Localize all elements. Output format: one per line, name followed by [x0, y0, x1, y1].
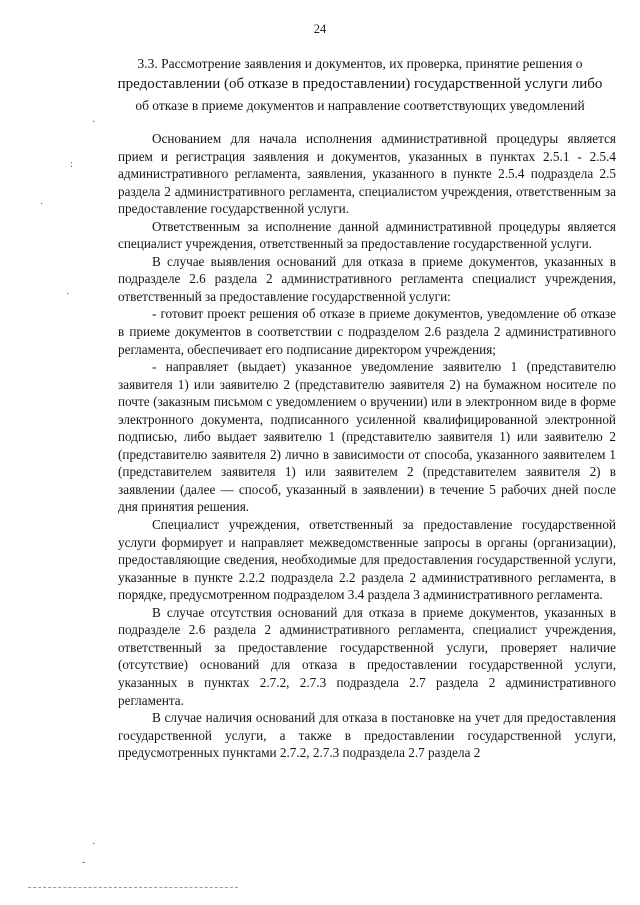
scan-speck: :	[70, 159, 73, 170]
scan-speck: ·	[92, 117, 96, 128]
section-heading-line-3: об отказе в приеме документов и направление соответствующих уведомлений	[135, 98, 585, 113]
paragraph-responsible: Ответственным за исполнение данной административной процедуры является специалист учреждения, ответственный за предоставление государственной услуги.	[118, 218, 616, 252]
scan-bottom-line	[28, 887, 238, 888]
section-heading-line-1: 3.3. Рассмотрение заявления и документов, их проверка, принятие решения о	[137, 56, 583, 71]
section-heading-line-2: предоставлении (об отказе в предоставлении) государственной услуги либо	[117, 76, 603, 92]
paragraph-refusal-grounds: В случае наличия оснований для отказа в постановке на учет для предоставления государственной услуги, а также в предоставлении государственной услуги, предусмотренных пунктами 2.7.2, 2.7.3 подраздела 2.7 раздела 2	[118, 710, 616, 761]
section-heading	[100, 53, 620, 116]
paragraph-interagency-requests: Специалист учреждения, ответственный за предоставление государственной услуги формирует и направляет межведомственные запросы в органы (организации), предоставляющие сведения, необходимые для предоставления государственной услуги, указанные в пункте 2.2.2 подраздела 2.2 раздела 2 административного регламента, в порядке, предусмотренном подразделом 3.4 раздела 3 административного регламента.	[118, 517, 616, 603]
scan-speck: ·	[40, 199, 44, 210]
scan-speck: ·	[92, 839, 96, 850]
scan-speck: -	[82, 857, 86, 868]
paragraph-basis: Основанием для начала исполнения административной процедуры является прием и регистрация заявления и документов, указанных в пунктах 2.5.1 - 2.5.4 административного регламента, заявления, указанного в пункте 2.5.4 подраздела 2.5 раздела 2 административного регламента, специалистом учреждения, ответственным за предоставление государственной услуги.	[118, 131, 616, 217]
page-number: 24	[313, 22, 327, 36]
scan-speck: ·	[66, 289, 70, 300]
list-item-send-notice: - направляет (выдает) указанное уведомление заявителю 1 (представителю заявителя 1) или заявителю 2 (представителю заявителя 2) на бумажном носителе по почте (заказным письмом с уведомлением о вручении) или в электронном виде в форме электронного документа, подписанного усиленной квалифицированной электронной подписью, либо выдает заявителю 1 (представителю заявителя 1) или заявителю 2 (представителю заявителя 2) лично в зависимости от способа, указанного заявителем 1 (представителем заявителя 1) или заявителем 2 (представителем заявителя 2) в заявлении (далее — способ, указанный в заявлении) в течение 5 рабочих дней после дня принятия решения.	[118, 359, 616, 515]
body-text	[118, 130, 616, 762]
paragraph-no-refusal-case: В случае отсутствия оснований для отказа в приеме документов, указанных в подразделе 2.6 раздела 2 административного регламента, специалист учреждения, ответственный за предоставление государственной услуги, проверяет наличие (отсутствие) оснований для отказа в предоставлении государственной услуги, указанных в пунктах 2.7.2, 2.7.3 подраздела 2.7 раздела 2 административного регламента.	[118, 604, 616, 708]
list-item-prepare-decision: - готовит проект решения об отказе в приеме документов, уведомление об отказе в приеме документов в соответствии с подразделом 2.6 раздела 2 административного регламента, обеспечивает его подписание директором учреждения;	[118, 306, 616, 357]
paragraph-refusal-case: В случае выявления оснований для отказа в приеме документов, указанных в подразделе 2.6 раздела 2 административного регламента специалист учреждения, ответственный за предоставление государственной услуги:	[118, 253, 616, 304]
